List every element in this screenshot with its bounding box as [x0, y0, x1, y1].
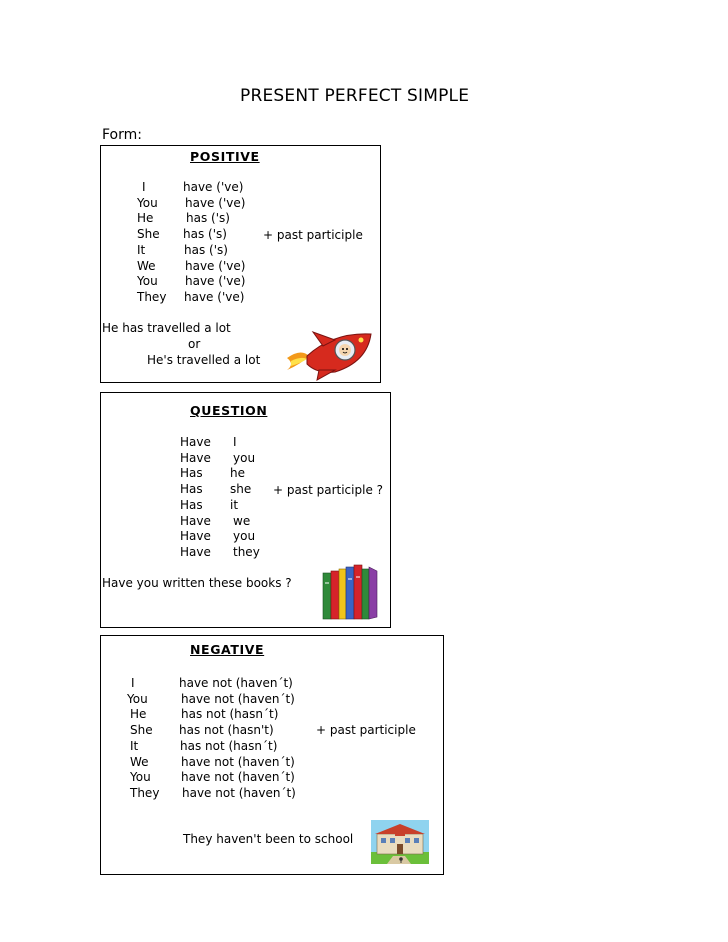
negative-pronoun: She [130, 723, 153, 738]
question-verb: Has [180, 466, 203, 481]
negative-pronoun: We [130, 754, 149, 769]
question-heading: QUESTION [190, 403, 268, 418]
question-pronoun: you [233, 450, 256, 465]
form-label: Form: [102, 127, 142, 143]
question-pronoun: I [233, 435, 237, 449]
negative-verb: have not (haven´t) [182, 785, 296, 800]
negative-verb: has not (hasn´t) [181, 707, 279, 722]
positive-verb: has ('s) [183, 227, 227, 242]
negative-pronoun: It [130, 738, 139, 753]
positive-example-or: or [188, 337, 201, 351]
positive-pronoun: They [137, 289, 167, 304]
books-icon [321, 563, 381, 621]
rocket-icon [283, 326, 379, 382]
positive-suffix: + past participle [263, 228, 363, 242]
negative-pronoun: They [130, 785, 160, 800]
question-pronoun: we [233, 513, 251, 528]
negative-verb-list [179, 676, 296, 802]
positive-pronoun-list [137, 180, 166, 306]
page-title: PRESENT PERFECT SIMPLE [240, 86, 470, 106]
negative-pronoun: I [131, 676, 135, 690]
positive-verb: have ('ve) [185, 195, 246, 210]
question-pronoun: you [233, 529, 256, 544]
question-pronoun-list [230, 435, 260, 561]
negative-pronoun: He [130, 707, 147, 722]
negative-box [100, 635, 444, 875]
question-pronoun: he [230, 466, 245, 481]
negative-pronoun-list [127, 676, 159, 802]
question-pronoun: they [233, 544, 260, 559]
positive-example-2: He's travelled a lot [147, 353, 261, 367]
positive-verb: have ('ve) [183, 180, 244, 194]
positive-heading: POSITIVE [190, 149, 260, 164]
positive-pronoun: You [137, 274, 158, 289]
negative-verb: has not (hasn´t) [180, 738, 278, 753]
positive-pronoun: It [137, 242, 146, 257]
negative-pronoun: You [130, 770, 151, 785]
negative-example: They haven't been to school [183, 832, 354, 846]
negative-verb: have not (haven´t) [179, 676, 293, 690]
question-pronoun: it [230, 497, 239, 512]
question-pronoun: she [230, 482, 252, 497]
negative-verb: have not (haven´t) [181, 691, 295, 706]
question-verb: Have [180, 450, 211, 465]
negative-verb: has not (hasn't) [179, 723, 274, 738]
positive-pronoun: We [137, 258, 156, 273]
question-suffix: + past participle ? [273, 483, 384, 497]
question-verb: Have [180, 513, 211, 528]
question-verb: Has [180, 497, 203, 512]
positive-verb: has ('s) [184, 242, 228, 257]
positive-pronoun: He [137, 211, 154, 226]
negative-heading: NEGATIVE [190, 642, 265, 657]
positive-pronoun: You [137, 195, 158, 210]
question-verb: Have [180, 435, 211, 449]
positive-pronoun: I [142, 180, 146, 194]
question-verb: Have [180, 529, 211, 544]
question-verb-list [180, 435, 211, 561]
negative-suffix: + past participle [316, 723, 416, 737]
positive-pronoun: She [137, 227, 160, 242]
negative-verb: have not (haven´t) [181, 770, 295, 785]
negative-pronoun: You [127, 691, 148, 706]
positive-box [100, 145, 381, 383]
positive-verb-list [183, 180, 245, 306]
positive-verb: have ('ve) [184, 289, 245, 304]
positive-example-1: He has travelled a lot [102, 321, 231, 335]
positive-verb: have ('ve) [185, 258, 246, 273]
school-icon [371, 820, 429, 864]
question-example: Have you written these books ? [102, 576, 292, 590]
question-box [100, 392, 391, 628]
positive-verb: has ('s) [186, 211, 230, 226]
negative-verb: have not (haven´t) [181, 754, 295, 769]
question-verb: Has [180, 482, 203, 497]
positive-verb: have ('ve) [185, 274, 246, 289]
question-verb: Have [180, 544, 211, 559]
